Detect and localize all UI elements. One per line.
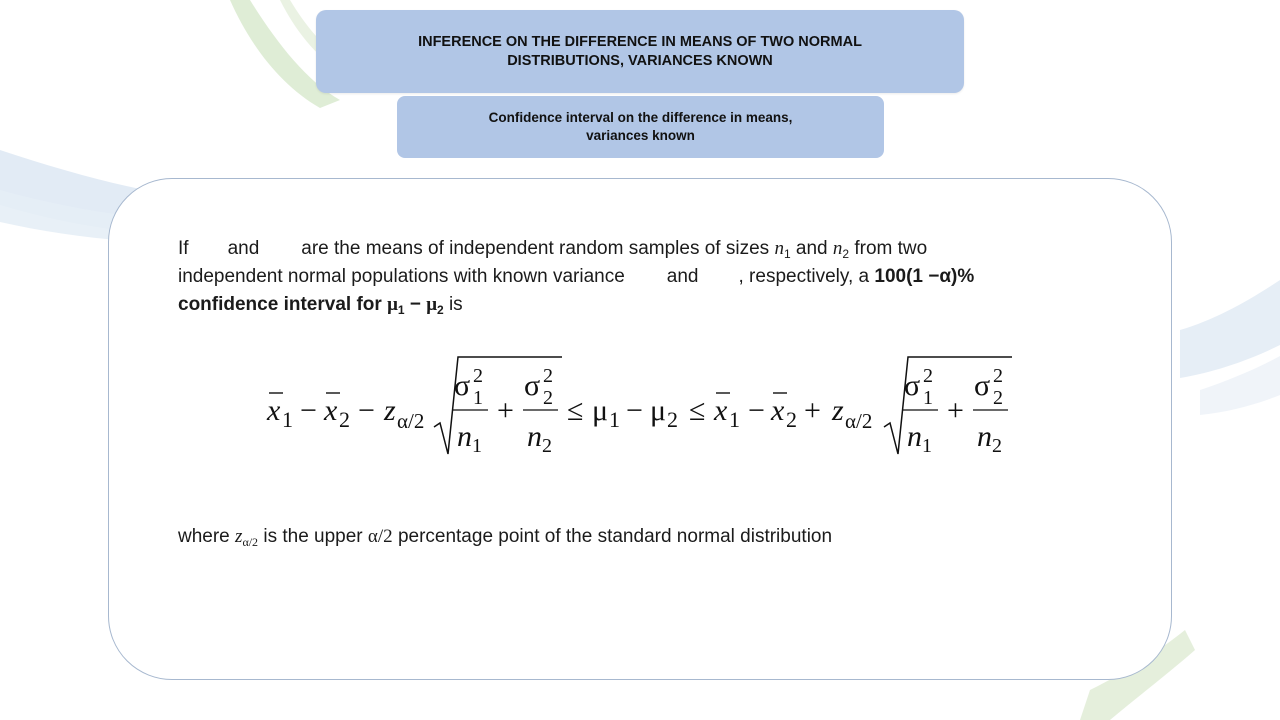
subscript-2: 2 [993,387,1003,409]
where-text-upper: is the upper [263,526,363,547]
intro-line-3 [178,291,1098,319]
mu1-subscript: 1 [397,303,405,317]
z-symbol: z [235,526,243,547]
subscript-1: 1 [609,407,620,432]
subscript-2: 2 [339,407,350,432]
word-where: where [178,526,230,547]
subscript-2: 2 [543,387,553,409]
minus-sign: − [404,294,427,315]
sigma-symbol: σ [974,369,991,402]
superscript-2: 2 [543,365,553,387]
ci-label: confidence interval for [178,294,382,315]
intro-line-2 [178,263,1098,291]
n1-symbol: n [774,238,784,259]
subscript-2: 2 [786,407,797,432]
z-subscript: α/2 [397,409,425,433]
subscript-2: 2 [992,435,1002,457]
z-symbol: z [832,394,844,427]
slide-subtitle: Confidence interval on the difference in means, variances known [488,110,793,143]
minus-sign: − [626,394,643,427]
intro-line-1 [178,235,1098,263]
intro-text-populations: independent normal populations with known variance [178,266,625,287]
sigma-symbol: σ [524,369,541,402]
z-symbol: z [384,394,396,427]
subscript-1: 1 [922,435,932,457]
sigma-symbol: σ [904,369,921,402]
subscript-2: 2 [542,435,552,457]
mu2-subscript: 2 [436,303,444,317]
mu1-symbol: μ [387,294,398,315]
word-and: and [227,238,260,259]
slide-subtitle-banner [397,96,884,158]
subscript-1: 1 [282,407,293,432]
x-bar-symbol: x [324,394,338,427]
minus-sign: − [300,394,317,427]
subscript-1: 1 [472,435,482,457]
x-bar-symbol: x [771,394,785,427]
superscript-2: 2 [473,365,483,387]
intro-paragraph [178,235,1098,319]
plus-sign: + [497,394,514,427]
x-bar-symbol: x [714,394,728,427]
z-subscript: α/2 [242,535,259,549]
word-if: If [178,238,189,259]
leq-sign: ≤ [567,394,584,427]
intro-text-from-two: from two [854,238,928,259]
mu-symbol: μ [592,394,609,427]
word-and: and [666,266,699,287]
intro-text-respectively: , respectively, a [738,266,870,287]
confidence-interval-formula [262,350,1022,462]
where-line [178,523,1078,551]
n-symbol: n [527,420,542,453]
mu2-symbol: μ [426,294,437,315]
intro-text-means: are the means of independent random samples of sizes [301,238,770,259]
n1-subscript: 1 [783,247,791,261]
minus-sign: − [748,394,765,427]
n2-symbol: n [832,238,843,259]
superscript-2: 2 [993,365,1003,387]
mu-symbol: μ [650,394,667,427]
slide-title-banner [316,10,964,93]
word-and: and [795,238,828,259]
where-text-end: percentage point of the standard normal distribution [397,526,833,547]
leq-sign: ≤ [689,394,706,427]
subscript-1: 1 [473,387,483,409]
plus-sign: + [804,394,821,427]
confidence-level-text: 100(1 −α)% [874,266,975,287]
subscript-1: 1 [923,387,933,409]
n-symbol: n [977,420,992,453]
subscript-2: 2 [667,407,678,432]
sigma-symbol: σ [454,369,471,402]
word-is: is [448,294,463,315]
alpha-half-symbol: α/2 [367,526,393,547]
subscript-1: 1 [729,407,740,432]
z-subscript: α/2 [845,409,873,433]
x-bar-symbol: x [267,394,281,427]
slide-title: INFERENCE ON THE DIFFERENCE IN MEANS OF TWO NORMAL DISTRIBUTIONS, VARIANCES KNOWN [418,33,862,69]
n-symbol: n [457,420,472,453]
n2-subscript: 2 [842,247,850,261]
superscript-2: 2 [923,365,933,387]
n-symbol: n [907,420,922,453]
plus-sign: + [947,394,964,427]
minus-sign: − [358,394,375,427]
